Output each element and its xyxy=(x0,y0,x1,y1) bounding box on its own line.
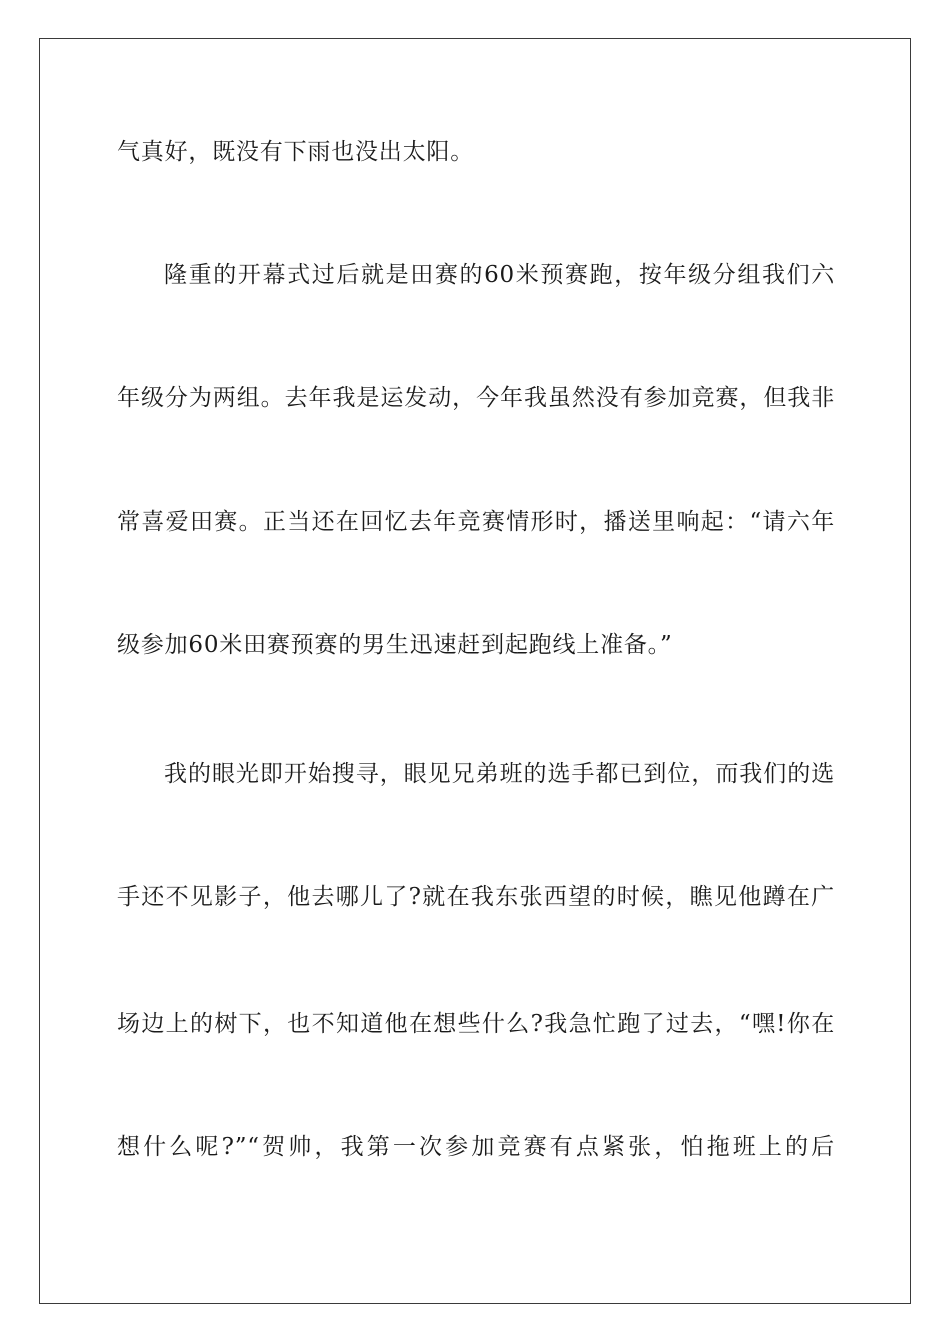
paragraph-first-line: 隆重的开幕式过后就是田赛的60米预赛跑，按年级分组我们六 xyxy=(164,262,835,288)
text-line: 手还不见影子，他去哪儿了?就在我东张西望的时候，瞧见他蹲在广 xyxy=(117,884,835,910)
text-line: 场边上的树下，也不知道他在想些什么?我急忙跑了过去，“嘿!你在 xyxy=(117,1011,835,1037)
text-line: 级参加60米田赛预赛的男生迅速赶到起跑线上准备。” xyxy=(117,632,673,658)
page-border xyxy=(39,38,911,1304)
paragraph-first-line: 我的眼光即开始搜寻，眼见兄弟班的选手都已到位，而我们的选 xyxy=(164,761,835,787)
text-line: 气真好，既没有下雨也没出太阳。 xyxy=(117,139,474,165)
text-line: 想什么呢?”“贺帅，我第一次参加竞赛有点紧张，怕拖班上的后 xyxy=(117,1134,835,1160)
text-line: 常喜爱田赛。正当还在回忆去年竞赛情形时，播送里响起：“请六年 xyxy=(117,509,835,535)
text-line: 年级分为两组。去年我是运发动，今年我虽然没有参加竞赛，但我非 xyxy=(117,385,835,411)
